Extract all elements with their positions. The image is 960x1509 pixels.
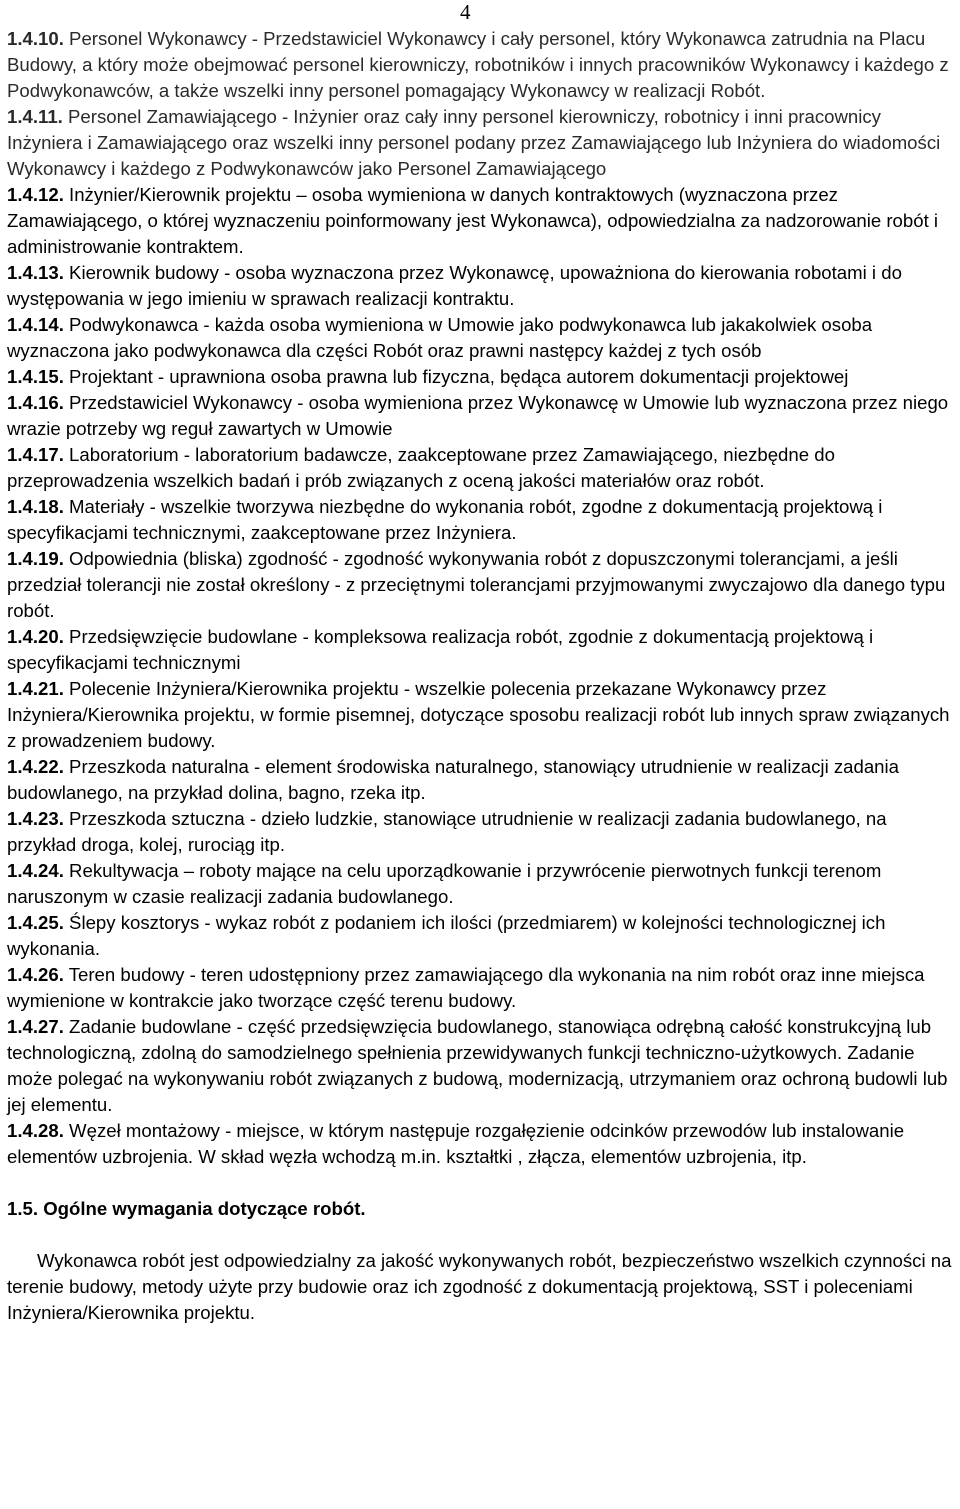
definition-number: 1.4.15. bbox=[7, 366, 64, 387]
definition-1-4-15 bbox=[7, 364, 957, 390]
document-body bbox=[7, 26, 957, 1326]
definition-text: Ślepy kosztorys - wykaz robót z podaniem ich ilości (przedmiarem) w kolejności technologicznej ich wykonania. bbox=[7, 912, 886, 959]
definition-1-4-21 bbox=[7, 676, 957, 754]
definition-text-continued: wyznaczona jako podwykonawca dla części Robót oraz prawni następcy każdej z tych osób bbox=[7, 340, 762, 361]
intro-paragraph: Wykonawca robót jest odpowiedzialny za jakość wykonywanych robót, bezpieczeństwo wszelkich czynności na terenie budowy, metody użyte przy budowie oraz ich zgodność z dokumentacją projektową, SST i poleceniami Inżyniera/Kierownika projektu. bbox=[7, 1250, 952, 1323]
definition-number: 1.4.27. bbox=[7, 1016, 64, 1037]
definition-text: Inżynier/Kierownik projektu – osoba wymieniona w danych kontraktowych (wyznaczona przez Zamawiającego, o której wyznaczeniu poinformowany jest Wykonawca), odpowiedzialna za nadzorowanie robót i administrowanie kontraktem. bbox=[7, 184, 939, 257]
definition-1-4-11 bbox=[7, 104, 957, 182]
definition-text: Przedsięwzięcie budowlane - kompleksowa realizacja robót, zgodnie z dokumentacją projektową i specyfikacjami technicznymi bbox=[7, 626, 874, 673]
definition-number: 1.4.12. bbox=[7, 184, 64, 205]
definition-1-4-10 bbox=[7, 26, 957, 104]
definition-number: 1.4.11. bbox=[7, 106, 63, 127]
section-number: 1.5. bbox=[7, 1198, 39, 1219]
definition-1-4-26 bbox=[7, 962, 957, 1014]
definition-text: Podwykonawca - każda osoba wymieniona w Umowie jako podwykonawca lub jakakolwiek osoba bbox=[69, 314, 873, 335]
definition-number: 1.4.24. bbox=[7, 860, 64, 881]
section-title: Ogólne wymagania dotyczące robót. bbox=[43, 1198, 366, 1219]
definition-text: Personel Wykonawcy - Przedstawiciel Wykonawcy i cały personel, który Wykonawca zatrudnia na Placu Budowy, a który może obejmować personel kierowniczy, robotników i innych pracowników Wykonawcy i każdego z Podwykonawców, a także wszelki inny personel pomagający Wykonawcy w realizacji Robót. bbox=[7, 28, 949, 101]
definition-text: Zadanie budowlane - część przedsięwzięcia budowlanego, stanowiąca odrębną całość konstrukcyjną lub technologiczną, zdolną do samodzielnego spełnienia przewidywanych funkcji techniczno-użytkowych. Zadanie może polegać na wykonywaniu robót związanych z budową, modernizacją, utrzymaniem oraz ochroną budowli lub jej elementu. bbox=[7, 1016, 948, 1115]
definition-1-4-27 bbox=[7, 1014, 957, 1118]
definition-text: Węzeł montażowy - miejsce, w którym następuje rozgałęzienie odcinków przewodów lub instalowanie elementów uzbrojenia. W skład węzła wchodzą m.in. kształtki , złącza, elementów uzbrojenia, itp. bbox=[7, 1120, 905, 1167]
definition-number: 1.4.14. bbox=[7, 314, 64, 335]
definition-number: 1.4.22. bbox=[7, 756, 64, 777]
definition-1-4-23 bbox=[7, 806, 957, 858]
definition-1-4-12 bbox=[7, 182, 957, 260]
definition-1-4-14 bbox=[7, 312, 957, 364]
definition-1-4-18 bbox=[7, 494, 957, 546]
definition-text: Personel Zamawiającego - Inżynier oraz cały inny personel kierowniczy, robotnicy i inni pracownicy Inżyniera i Zamawiającego oraz wszelki inny personel podany przez Zamawiającego lub Inżyniera do wiadomości Wykonawcy i każdego z Podwykonawców jako Personel Zamawiającego bbox=[7, 106, 941, 179]
definition-1-4-16 bbox=[7, 390, 957, 442]
definition-1-4-28 bbox=[7, 1118, 957, 1170]
definition-number: 1.4.10. bbox=[7, 28, 64, 49]
definition-number: 1.4.18. bbox=[7, 496, 64, 517]
page-number: 4 bbox=[460, 0, 471, 24]
definition-number: 1.4.20. bbox=[7, 626, 64, 647]
definition-1-4-25 bbox=[7, 910, 957, 962]
definition-number: 1.4.23. bbox=[7, 808, 64, 829]
definition-text: Projektant - uprawniona osoba prawna lub fizyczna, będąca autorem dokumentacji projektowej bbox=[69, 366, 849, 387]
definition-text: Materiały - wszelkie tworzywa niezbędne do wykonania robót, zgodne z dokumentacją projektową i specyfikacjami technicznymi, zaakceptowane przez Inżyniera. bbox=[7, 496, 883, 543]
definition-1-4-17 bbox=[7, 442, 957, 494]
definition-1-4-19 bbox=[7, 546, 957, 624]
definition-number: 1.4.17. bbox=[7, 444, 64, 465]
definition-1-4-22 bbox=[7, 754, 957, 806]
definition-number: 1.4.13. bbox=[7, 262, 64, 283]
definition-1-4-24 bbox=[7, 858, 957, 910]
definition-number: 1.4.16. bbox=[7, 392, 64, 413]
definition-text: Rekultywacja – roboty mające na celu uporządkowanie i przywrócenie pierwotnych funkcji terenom naruszonym w czasie realizacji zadania budowlanego. bbox=[7, 860, 882, 907]
definition-text: Laboratorium - laboratorium badawcze, zaakceptowane przez Zamawiającego, niezbędne do przeprowadzenia wszelkich badań i prób związanych z oceną jakości materiałów oraz robót. bbox=[7, 444, 835, 491]
definition-text: Teren budowy - teren udostępniony przez zamawiającego dla wykonania na nim robót oraz inne miejsca wymienione w kontrakcie jako tworzące część terenu budowy. bbox=[7, 964, 925, 1011]
definition-number: 1.4.19. bbox=[7, 548, 64, 569]
definition-text: Przedstawiciel Wykonawcy - osoba wymieniona przez Wykonawcę w Umowie lub wyznaczona przez niego wrazie potrzeby wg reguł zawartych w Umowie bbox=[7, 392, 949, 439]
definition-text: Polecenie Inżyniera/Kierownika projektu - wszelkie polecenia przekazane Wykonawcy przez Inżyniera/Kierownika projektu, w formie pisemnej, dotyczące sposobu realizacji robót lub innych spraw związanych z prowadzeniem budowy. bbox=[7, 678, 950, 751]
definition-number: 1.4.21. bbox=[7, 678, 64, 699]
definition-number: 1.4.26. bbox=[7, 964, 64, 985]
definition-text: Przeszkoda sztuczna - dzieło ludzkie, stanowiące utrudnienie w realizacji zadania budowlanego, na przykład droga, kolej, rurociąg itp. bbox=[7, 808, 887, 855]
section-heading bbox=[7, 1196, 957, 1222]
definition-text: Przeszkoda naturalna - element środowiska naturalnego, stanowiący utrudnienie w realizacji zadania budowlanego, na przykład dolina, bagno, rzeka itp. bbox=[7, 756, 899, 803]
definition-text: Kierownik budowy - osoba wyznaczona przez Wykonawcę, upoważniona do kierowania robotami i do występowania w jego imieniu w sprawach realizacji kontraktu. bbox=[7, 262, 902, 309]
definition-1-4-13 bbox=[7, 260, 957, 312]
definition-1-4-20 bbox=[7, 624, 957, 676]
definition-text: Odpowiednia (bliska) zgodność - zgodność wykonywania robót z dopuszczonymi tolerancjami, a jeśli przedział tolerancji nie został określony - z przeciętnymi tolerancjami przyjmowanymi zwyczajowo dla danego typu robót. bbox=[7, 548, 946, 621]
definition-number: 1.4.28. bbox=[7, 1120, 64, 1141]
definition-number: 1.4.25. bbox=[7, 912, 64, 933]
